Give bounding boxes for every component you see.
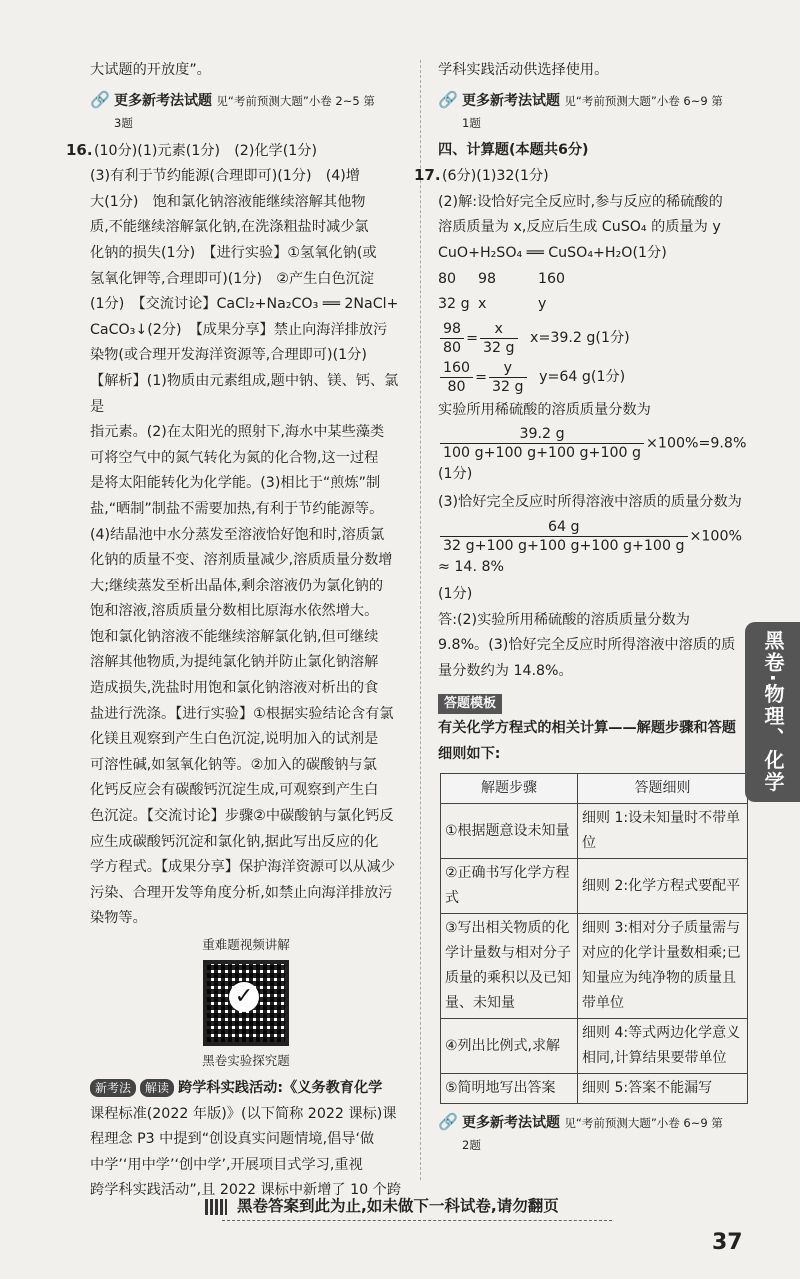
proportion-1: $\frac{98}{80}$ = $\frac{x}{32 g}$ x=39.2 g(1分) — [438, 320, 756, 357]
new-method-note — [90, 1076, 402, 1204]
q16-line: 可将空气中的氮气转化为氮的化合物,这一过程 — [90, 449, 379, 466]
more-label: 更多新考法试题 — [462, 92, 560, 109]
table-row — [441, 859, 748, 914]
qr-caption-bottom: 黑卷实验探究题 — [202, 1053, 290, 1068]
q16-line: 16.(10分)(1)元素(1分) (2)化学(1分) — [90, 138, 402, 165]
footer-rule — [222, 1220, 612, 1221]
more-ref: 见“考前预测大题”小卷 2~5 第 — [216, 93, 375, 108]
answer-line: 量分数约为 14.8%。 — [438, 662, 573, 679]
q16-line: CaCO₃↓(2分) 【成果分享】禁止向海洋排放污 — [90, 321, 388, 338]
table-row — [441, 804, 748, 859]
barcode-icon — [205, 1199, 227, 1215]
q16-line: 化镁且观察到产生白色沉淀,说明加入的试剂是 — [90, 731, 379, 748]
q16-line: 造成损失,洗盐时用饱和氯化钠溶液对析出的食 — [90, 680, 379, 697]
question-number: 16. — [66, 140, 93, 159]
q16-line: 化钠的质量不变、溶剂质量减少,溶质质量分数增 — [90, 552, 393, 569]
template-title: 有关化学方程式的相关计算——解题步骤和答题 — [438, 720, 736, 737]
more-ref: 见“考前预测大题”小卷 6~9 第 — [564, 93, 723, 108]
more-questions-note — [438, 90, 756, 134]
score-note: (1分) — [438, 586, 473, 603]
qr-block — [90, 936, 402, 1070]
solution-fraction-label: (3)恰好完全反应时所得溶液中溶质的质量分数为 — [438, 493, 742, 510]
q16-line: 化钠的损失(1分) 【进行实验】①氢氧化钠(或 — [90, 244, 377, 261]
more-questions-note — [438, 1112, 756, 1156]
q16-line: 色沉淀。【交流讨论】步骤②中碳酸钠与氯化钙反 — [90, 808, 394, 825]
column-divider — [420, 60, 421, 1180]
var-row: 32 g x y — [438, 296, 547, 313]
q16-line: 指元素。(2)在太阳光的照射下,海水中某些藻类 — [90, 424, 385, 441]
solution-fraction: $\frac{64 g}{32 g+100 g+100 g+100 g+100 g}$ ×100% ≈ 14. 8% — [438, 518, 742, 575]
more-questions-note — [90, 90, 402, 134]
q16-line: 大;继续蒸发至析出晶体,剩余溶液仍为氯化钠的 — [90, 577, 384, 594]
q16-line: 盐进行洗涤。【进行实验】①根据实验结论含有氯 — [90, 705, 394, 722]
qr-code[interactable] — [203, 960, 289, 1046]
page-number: 37 — [712, 1230, 743, 1255]
intro-line: 大试题的开放度”。 — [90, 62, 211, 78]
q16-line: 饱和氯化钠溶液不能继续溶解氯化钠,但可继续 — [90, 628, 379, 645]
q16-line: 是将太阳能转化为化学能。(3)相比于“煎炼”制 — [90, 475, 381, 492]
q16-line: 学方程式。【成果分享】保护海洋资源可以从减少 — [90, 859, 396, 876]
steps-table — [440, 773, 748, 1104]
q16-line: 氢氧化钾等,合理即可)(1分) ②产生白色沉淀 — [90, 270, 375, 287]
new-method-line: 跨学科实践活动:《义务教育化学 — [178, 1080, 383, 1096]
q16-line: 饱和溶液,溶质质量分数相比原海水依然增大。 — [90, 603, 379, 620]
more-ref: 见“考前预测大题”小卷 6~9 第 — [564, 1116, 723, 1131]
table-cell: ③写出相关物质的化学计量数与相对分子质量的乘积以及已知量、未知量 — [441, 914, 578, 1019]
q16-line: 质,不能继续溶解氯化钠,在洗涤粗盐时减少氯 — [90, 219, 369, 236]
interpret-badge: 解读 — [140, 1079, 174, 1097]
table-cell: 细则 3:相对分子质量需与对应的化学计量数相乘;已知量应为纯净物的质量且带单位 — [578, 914, 748, 1019]
new-method-badge: 新考法 — [90, 1079, 136, 1097]
more-ref2: 2题 — [462, 1138, 481, 1153]
right-column — [414, 58, 756, 1160]
footer-notice: 黑卷答案到此为止,如未做下一科试卷,请勿翻页 — [205, 1194, 615, 1218]
q16-line: 可溶性碱,如氢氧化钠等。②加入的碳酸钠与氯 — [90, 756, 377, 773]
left-column — [66, 58, 402, 1204]
q16-line: 大(1分) 饱和氯化钠溶液能继续溶解其他物 — [90, 193, 366, 210]
q16-line: 染物(或合理开发海洋资源等,合理即可)(1分) — [90, 347, 367, 364]
table-row — [441, 914, 748, 1019]
section-heading: 四、计算题(本题共6分) — [438, 141, 589, 158]
q16-line: (4)结晶池中水分蒸发至溶液恰好饱和时,溶质氯 — [90, 526, 385, 543]
q16-line: (1分) 【交流讨论】CaCl₂+Na₂CO₃ ══ 2NaCl+ — [90, 296, 399, 313]
table-cell: ①根据题意设未知量 — [441, 804, 578, 859]
question-number: 17. — [414, 166, 441, 185]
template-title: 细则如下: — [438, 745, 501, 762]
table-cell: 细则 1:设未知量时不带单位 — [578, 804, 748, 859]
more-ref2: 1题 — [462, 115, 481, 130]
q16-line: 染物等。 — [90, 910, 147, 927]
table-header: 解题步骤 — [441, 774, 578, 804]
q16-line: 化钙反应会有碳酸钙沉淀生成,可观察到产生白 — [90, 782, 379, 799]
template-badge: 答题模板 — [438, 694, 502, 714]
table-cell: ⑤简明地写出答案 — [441, 1074, 578, 1104]
q16-line: 【解析】(1)物质由元素组成,题中钠、镁、钙、氯是 — [90, 372, 399, 415]
acid-fraction-label: 实验所用稀硫酸的溶质质量分数为 — [438, 401, 651, 418]
checkmark-icon: ✓ — [229, 982, 259, 1012]
q17-line: 17.(6分)(1)32(1分) — [438, 163, 756, 190]
q17-line: 溶质质量为 x,反应后生成 CuSO₄ 的质量为 y — [438, 219, 721, 236]
proportion-2: $\frac{160}{80}$ = $\frac{y}{32 g}$ y=64 g(1分) — [438, 359, 756, 396]
table-cell: 细则 4:等式两边化学意义相同,计算结果要带单位 — [578, 1019, 748, 1074]
table-cell: ④列出比例式,求解 — [441, 1019, 578, 1074]
new-method-line: 课程标准(2022 年版)》(以下简称 2022 课标)课 — [90, 1105, 397, 1122]
acid-fraction: $\frac{39.2 g}{100 g+100 g+100 g+100 g}$ ×100%=9.8%(1分) — [438, 426, 747, 483]
paperclip-icon: 🔗 — [90, 89, 110, 109]
answer-template — [438, 691, 756, 1105]
new-method-line: 程理念 P3 中提到“创设真实问题情境,倡导‘做 — [90, 1131, 375, 1148]
more-label: 更多新考法试题 — [462, 1115, 560, 1132]
new-method-line: 中学’‘用中学’‘创中学’,开展项目式学习,重视 — [90, 1156, 363, 1173]
answer-line: 答:(2)实验所用稀硫酸的溶质质量分数为 — [438, 611, 690, 628]
q16-line: 盐,“晒制”制盐不需要加热,有利于节约能源等。 — [90, 500, 384, 517]
q16-line: 溶解其他物质,为提纯氯化钠并防止氯化钠溶解 — [90, 654, 379, 671]
equation: CuO+H₂SO₄ ══ CuSO₄+H₂O(1分) — [438, 244, 667, 261]
table-header: 答题细则 — [578, 774, 748, 804]
q17-line: (2)解:设恰好完全反应时,参与反应的稀硫酸的 — [438, 193, 723, 210]
table-cell: 细则 5:答案不能漏写 — [578, 1074, 748, 1104]
more-label: 更多新考法试题 — [114, 92, 212, 109]
table-cell: 细则 2:化学方程式要配平 — [578, 859, 748, 914]
question-16-answer — [66, 138, 402, 932]
table-row — [441, 1074, 748, 1104]
mass-row: 80 98 160 — [438, 270, 566, 287]
answer-line: 9.8%。(3)恰好完全反应时所得溶液中溶质的质 — [438, 637, 736, 654]
subject-side-tab: 黑卷·物理、化学 — [745, 622, 800, 802]
table-header-row — [441, 774, 748, 804]
table-row — [441, 1019, 748, 1074]
table-cell: ②正确书写化学方程式 — [441, 859, 578, 914]
more-ref2: 3题 — [114, 115, 133, 130]
paperclip-icon: 🔗 — [438, 89, 458, 109]
qr-caption-top: 重难题视频讲解 — [202, 937, 290, 952]
intro-line: 学科实践活动供选择使用。 — [438, 62, 609, 78]
q16-line: 污染、合理开发等角度分析,如禁止向海洋排放污 — [90, 884, 393, 901]
paperclip-icon: 🔗 — [438, 1112, 458, 1132]
q16-line: 应生成碳酸钙沉淀和氯化钠,据此写出反应的化 — [90, 833, 379, 850]
q16-line: (3)有利于节约能源(合理即可)(1分) (4)增 — [90, 168, 360, 185]
new-method-line: 跨学科实践活动”,且 2022 课标中新增了 10 个跨 — [90, 1182, 402, 1199]
